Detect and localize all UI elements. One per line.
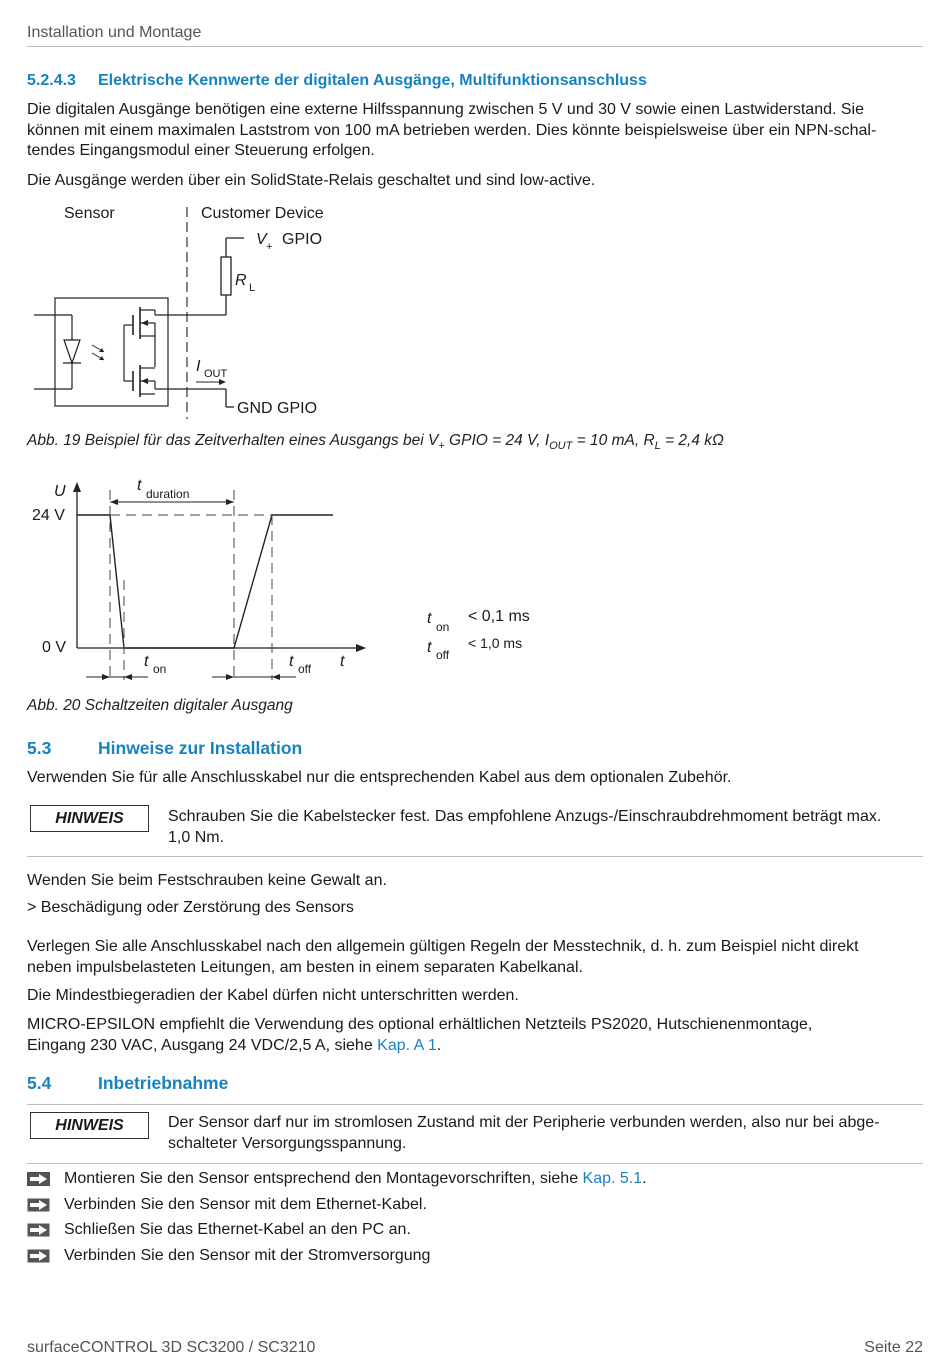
footer-product: surfaceCONTROL 3D SC3200 / SC3210 — [27, 1339, 316, 1356]
paragraph-text: Eingang 230 VAC, Ausgang 24 VDC/2,5 A, siehe — [27, 1036, 378, 1054]
arrow-right-icon — [27, 1223, 50, 1237]
warning-text: Wenden Sie beim Festschrauben keine Gewalt an. — [27, 872, 387, 889]
paragraph-line: Die digitalen Ausgänge benötigen eine externe Hilfsspannung zwischen 5 V und 30 V sowie einen Lastwiderstand. Sie — [27, 101, 864, 118]
dimension-arrow — [272, 674, 280, 680]
vplus-subscript: + — [266, 241, 273, 253]
section-5243-title: Elektrische Kennwerte der digitalen Ausgänge, Multifunktionsanschluss — [98, 72, 647, 89]
tduration-label: t — [137, 477, 142, 494]
legend-ton-subscript: on — [436, 620, 450, 634]
notice-label: HINWEIS — [30, 1112, 149, 1139]
notice-label: HINWEIS — [30, 805, 149, 832]
paragraph-line: können mit einem maximalen Laststrom von 100 mA betrieben werden. Dies könnte beispielsweise über ein NPN-schal- — [27, 121, 877, 139]
step-text: Verbinden Sie den Sensor mit der Stromversorgung — [64, 1247, 431, 1264]
arrow-right-icon — [27, 1198, 50, 1212]
running-head: Installation und Montage — [27, 24, 202, 41]
u-axis-label: U — [54, 483, 66, 500]
paragraph-line: neben impulsbelasteten Leitungen, am besten in einem separaten Kabelkanal. — [27, 958, 583, 976]
caption-subscript: OUT — [549, 440, 573, 453]
step-text: Verbinden Sie den Sensor mit dem Ethernet-Kabel. — [64, 1196, 427, 1213]
dimension-arrow — [124, 674, 132, 680]
paragraph-text: . — [436, 1036, 442, 1054]
caption-part: Abb. 19 Beispiel für das Zeitverhalten eines Ausgangs bei V — [27, 432, 439, 449]
paragraph-line — [27, 1036, 923, 1057]
circuit-customer-label: Customer Device — [201, 205, 324, 222]
section-53-title: Hinweise zur Installation — [98, 738, 303, 758]
notice-box-torque — [27, 800, 923, 857]
mosfet-arrow — [141, 320, 148, 326]
footer-page-number: Seite 22 — [864, 1339, 923, 1356]
ton-label: t — [144, 653, 149, 670]
label-24v: 24 V — [32, 507, 65, 524]
iout-label: I — [196, 358, 201, 375]
dimension-arrow — [110, 499, 118, 505]
led-icon — [64, 340, 80, 363]
section-5243-paragraph-1 — [27, 100, 923, 162]
section-54-number: 5.4 — [27, 1073, 52, 1093]
legend-toff-label: t — [427, 639, 432, 656]
link-kap-a1[interactable]: Kap. A 1 — [377, 1036, 437, 1054]
step-item — [27, 1170, 923, 1192]
t-axis-arrow — [356, 644, 366, 652]
section-53-intro: Verwenden Sie für alle Anschlusskabel nur die entsprechenden Kabel aus dem optionalen Zubehör. — [27, 769, 732, 786]
section-53-paragraph-b: Die Mindestbiegeradien der Kabel dürfen nicht unterschritten werden. — [27, 987, 519, 1004]
notice-line: Schrauben Sie die Kabelstecker fest. Das empfohlene Anzugs-/Einschraubdrehmoment beträgt max. — [168, 808, 882, 825]
section-5243-number: 5.2.4.3 — [27, 72, 76, 89]
figure-19-caption — [27, 432, 724, 452]
section-54-title: Inbetriebnahme — [98, 1073, 229, 1093]
iout-subscript: OUT — [204, 368, 228, 380]
vplus-gpio-label: GPIO — [282, 231, 323, 248]
section-53-paragraph-a — [27, 937, 923, 978]
step-text: Schließen Sie das Ethernet-Kabel an den PC an. — [64, 1221, 411, 1238]
paragraph-line: MICRO-EPSILON empfiehlt die Verwendung des optional erhältlichen Netzteils PS2020, Hutschienenmontage, — [27, 1016, 813, 1033]
dimension-arrow — [226, 674, 234, 680]
vplus-label: V — [256, 231, 267, 248]
u-axis-arrow — [73, 482, 81, 492]
notice-text — [168, 807, 923, 848]
notice-line: 1,0 Nm. — [168, 828, 225, 846]
caption-subscript: + — [438, 440, 445, 453]
label-0v: 0 V — [42, 639, 67, 656]
paragraph-line: tendes Eingangsmodul einer Steuerung erfolgen. — [27, 142, 375, 159]
toff-subscript: off — [298, 662, 312, 676]
circuit-sensor-label: Sensor — [64, 205, 115, 222]
caption-part: = 10 mA, R — [576, 432, 655, 449]
step-item — [27, 1247, 923, 1269]
notice-box-power — [27, 1104, 923, 1164]
ton-subscript: on — [153, 662, 167, 676]
caption-part: GPIO = 24 V, I — [449, 432, 550, 449]
dimension-arrow — [102, 674, 110, 680]
load-resistor — [221, 257, 231, 295]
section-53-paragraph-c — [27, 1015, 923, 1056]
toff-label: t — [289, 653, 294, 670]
output-circuit-diagram — [0, 195, 420, 427]
legend-ton-label: t — [427, 610, 432, 627]
link-kap-51[interactable]: Kap. 5.1 — [582, 1170, 643, 1187]
gnd-label: GND GPIO — [237, 400, 318, 417]
step-item — [27, 1196, 923, 1218]
caption-part: = 2,4 kΩ — [665, 432, 724, 449]
legend-ton-value: < 0,1 ms — [468, 608, 530, 625]
notice-text — [168, 1113, 923, 1154]
rl-subscript: L — [249, 282, 256, 294]
step-text: Montieren Sie den Sensor entsprechend den Montagevorschriften, siehe — [64, 1170, 583, 1187]
arrow-right-icon — [27, 1249, 50, 1263]
output-signal-trace — [77, 515, 333, 648]
header-divider — [27, 46, 923, 47]
t-axis-label: t — [340, 653, 345, 670]
mosfet-arrow — [141, 378, 148, 384]
section-53-number: 5.3 — [27, 738, 52, 758]
step-item — [27, 1221, 923, 1243]
legend-toff-subscript: off — [436, 648, 450, 662]
notice-line: Der Sensor darf nur im stromlosen Zustand mit der Peripherie verbunden werden, also nur bei abge- — [168, 1114, 880, 1131]
tduration-subscript: duration — [146, 487, 190, 501]
figure-20-caption: Abb. 20 Schaltzeiten digitaler Ausgang — [27, 697, 293, 714]
warning-consequence: > Beschädigung oder Zerstörung des Sensors — [27, 899, 354, 916]
arrow-right-icon — [27, 1172, 50, 1186]
switching-time-diagram — [0, 470, 560, 685]
step-text: . — [642, 1170, 647, 1187]
section-5243-paragraph-2: Die Ausgänge werden über ein SolidState-Relais geschaltet und sind low-active. — [27, 172, 596, 189]
notice-line: schalteter Versorgungsspannung. — [168, 1134, 407, 1152]
dimension-arrow — [226, 499, 234, 505]
caption-subscript: L — [654, 440, 661, 453]
paragraph-line: Verlegen Sie alle Anschlusskabel nach den allgemein gültigen Regeln der Messtechnik, d. h. zum Beispiel nicht direkt — [27, 938, 859, 955]
rl-label: R — [235, 272, 247, 289]
legend-toff-value: < 1,0 ms — [468, 635, 523, 651]
solid-state-relay-box — [55, 298, 168, 406]
